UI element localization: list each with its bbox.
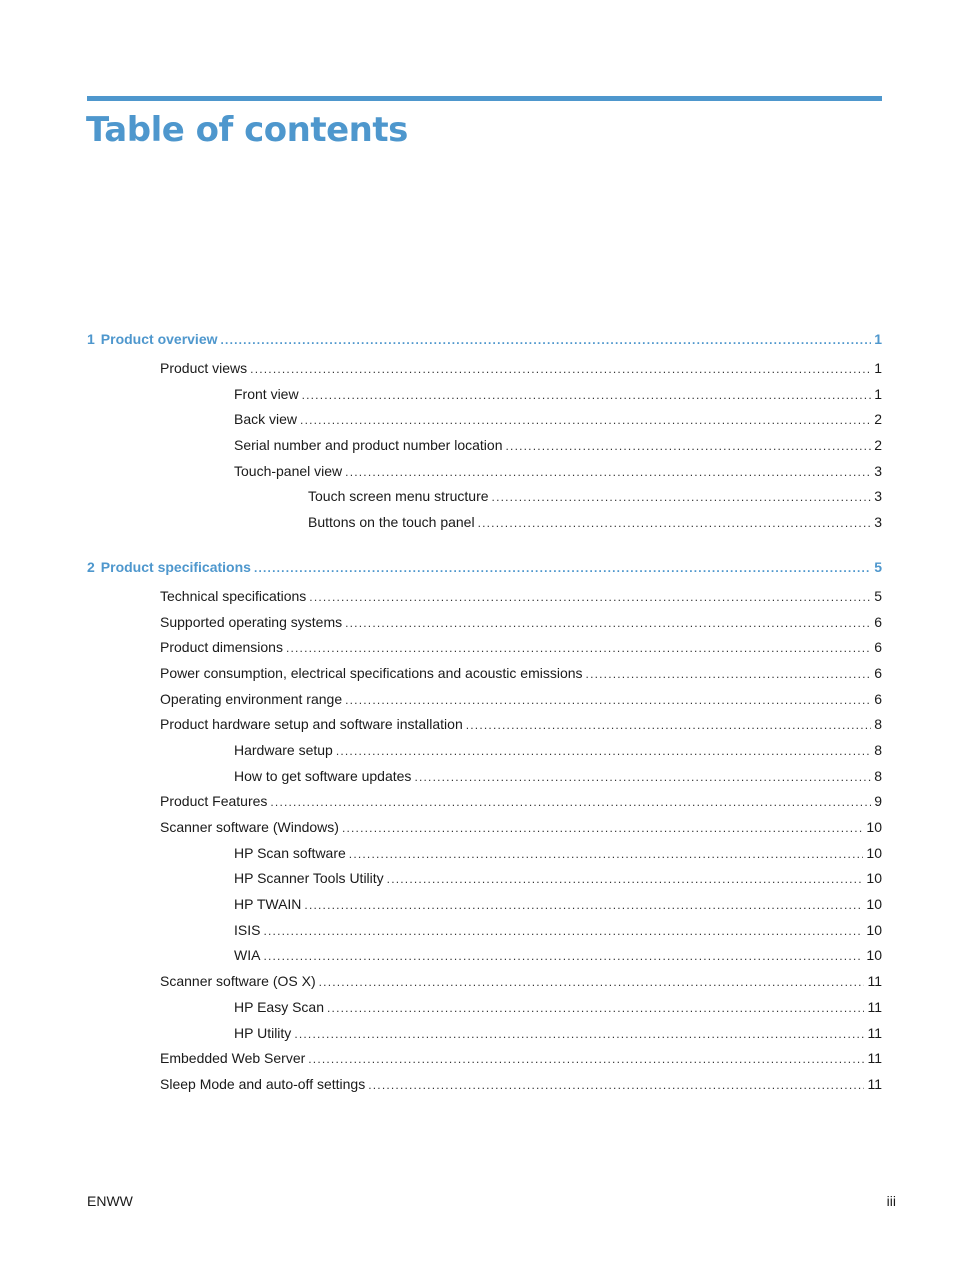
toc-page-number: 1: [874, 360, 882, 376]
toc-leader-dots: [368, 1073, 864, 1099]
toc-leader-dots: [319, 970, 865, 996]
toc-page-number: 8: [874, 741, 882, 758]
toc-leader-dots: [478, 511, 872, 537]
toc-page-number: 3: [874, 488, 882, 505]
title-rule: [87, 96, 882, 101]
toc-entry-label: Supported operating systems: [160, 613, 343, 630]
toc-entry[interactable]: [87, 1046, 882, 1072]
toc-entry[interactable]: [87, 789, 882, 815]
toc-entry[interactable]: [87, 433, 882, 459]
toc-page-number: 10: [866, 870, 882, 887]
toc-page-number: 11: [867, 1050, 882, 1067]
toc-entry[interactable]: [87, 407, 882, 433]
toc-leader-dots: [349, 842, 864, 868]
toc-entry-label: Scanner software (Windows): [160, 819, 339, 835]
toc-page-number: 10: [866, 921, 882, 938]
toc-leader-dots: [294, 1022, 864, 1048]
toc-leader-dots: [263, 919, 863, 945]
toc-leader-dots: [304, 893, 863, 919]
toc-leader-dots: [345, 688, 871, 714]
toc-entry[interactable]: [87, 687, 882, 713]
toc-page-number: 3: [874, 462, 882, 479]
footer-left: ENWW: [87, 1193, 133, 1209]
toc-page-number: 6: [874, 690, 882, 707]
toc-leader-dots: [466, 713, 871, 739]
toc-page-number: 3: [874, 514, 882, 531]
toc-entry-label: HP Utility: [234, 1024, 292, 1041]
toc-entry[interactable]: [87, 635, 882, 661]
toc-entry-label: Sleep Mode and auto-off settings: [160, 1075, 366, 1092]
toc-leader-dots: [250, 357, 871, 383]
toc-entry-label: Operating environment range: [160, 690, 343, 707]
toc-entry[interactable]: [87, 738, 882, 764]
page-title: Table of contents: [86, 110, 408, 150]
toc-leader-dots: [345, 460, 871, 486]
toc-page-number: 2: [874, 437, 882, 454]
toc-leader-dots: [309, 585, 871, 611]
toc-entry[interactable]: [87, 866, 882, 892]
toc-page-number: 10: [866, 896, 882, 913]
toc-leader-dots: [342, 816, 863, 842]
toc-entry-label: Product Features: [160, 793, 268, 810]
toc-chapter-entry[interactable]: [87, 556, 882, 584]
toc-entry[interactable]: [87, 918, 882, 944]
toc-leader-dots: [506, 434, 872, 460]
toc-entry-label: Hardware setup: [234, 741, 333, 758]
toc-leader-dots: [327, 996, 864, 1022]
toc-page-number: 1: [874, 385, 882, 402]
toc-entry-label: WIA: [234, 947, 261, 964]
toc-entry-label: HP Scan software: [234, 844, 346, 861]
toc-entry[interactable]: [87, 943, 882, 969]
toc-leader-dots: [221, 329, 872, 351]
toc-page-number: 8: [874, 767, 882, 784]
toc-entry-label: HP Easy Scan: [234, 998, 325, 1015]
toc-entry[interactable]: [87, 610, 882, 636]
toc-page-number: 11: [867, 1024, 882, 1041]
toc-entry[interactable]: [87, 1072, 882, 1098]
toc-chapter-title: Product specifications: [100, 558, 251, 575]
toc-chapter-number: 2: [87, 558, 95, 575]
toc-leader-dots: [302, 383, 872, 409]
toc-entry[interactable]: [87, 815, 882, 841]
toc-leader-dots: [586, 662, 872, 688]
toc-leader-dots: [300, 408, 871, 434]
toc-leader-dots: [387, 867, 864, 893]
toc-leader-dots: [336, 739, 871, 765]
toc-leader-dots: [263, 944, 863, 970]
toc-entry[interactable]: [87, 510, 882, 536]
toc-entry[interactable]: [87, 764, 882, 790]
toc-entry-label: Buttons on the touch panel: [308, 514, 475, 531]
toc-page-number: 6: [874, 613, 882, 630]
toc-entry[interactable]: [87, 1021, 882, 1047]
toc-chapter-label: [87, 556, 251, 578]
toc-leader-dots: [308, 1047, 864, 1073]
toc-entry-label: Scanner software (OS X): [160, 973, 316, 990]
toc-entry-label: Embedded Web Server: [160, 1050, 306, 1067]
toc-entry[interactable]: [87, 484, 882, 510]
toc-entry[interactable]: [87, 892, 882, 918]
toc-entry-label: Front view: [234, 385, 299, 402]
toc-leader-dots: [345, 611, 871, 637]
toc-entry[interactable]: [87, 356, 882, 382]
toc-entry-label: HP Scanner Tools Utility: [234, 870, 384, 887]
table-of-contents: [87, 328, 882, 1098]
toc-entry-label: Power consumption, electrical specifications and acoustic emissions: [160, 664, 583, 681]
toc-leader-dots: [254, 557, 871, 579]
toc-chapter-label: [87, 328, 218, 350]
toc-page-number: 11: [867, 1075, 882, 1092]
toc-page-number: 5: [874, 558, 882, 575]
toc-page-number: 11: [867, 973, 882, 990]
toc-page-number: 11: [867, 998, 882, 1015]
toc-leader-dots: [414, 765, 871, 791]
toc-page-number: 10: [866, 819, 882, 835]
toc-page-number: 6: [874, 664, 882, 681]
toc-leader-dots: [286, 636, 871, 662]
toc-entry-label: Back view: [234, 411, 298, 428]
toc-chapter-title: Product overview: [100, 331, 218, 347]
toc-entry-label: How to get software updates: [234, 767, 412, 784]
toc-page-number: 10: [866, 844, 882, 861]
toc-entry[interactable]: [87, 995, 882, 1021]
toc-page-number: 9: [874, 793, 882, 810]
toc-entry-label: Serial number and product number location: [234, 437, 503, 454]
toc-entry-label: Touch-panel view: [234, 462, 343, 479]
toc-entry-label: HP TWAIN: [234, 896, 302, 913]
toc-page-number: 5: [874, 587, 882, 604]
toc-entry-label: ISIS: [234, 921, 261, 938]
toc-entry[interactable]: [87, 382, 882, 408]
toc-entry-label: Product views: [160, 360, 248, 376]
toc-entry[interactable]: [87, 969, 882, 995]
toc-page-number: 2: [874, 411, 882, 428]
toc-entry-label: Touch screen menu structure: [308, 488, 489, 505]
toc-entry[interactable]: [87, 661, 882, 687]
toc-leader-dots: [492, 485, 872, 511]
toc-page-number: 10: [866, 947, 882, 964]
toc-chapter-number: 1: [87, 331, 95, 347]
toc-entry-label: Technical specifications: [160, 587, 307, 604]
footer-page-number: iii: [886, 1193, 896, 1209]
toc-entry-label: Product dimensions: [160, 639, 283, 656]
toc-leader-dots: [270, 790, 871, 816]
toc-page-number: 1: [874, 331, 882, 347]
toc-chapter-entry[interactable]: [87, 328, 882, 356]
toc-page-number: 6: [874, 639, 882, 656]
toc-page-number: 8: [874, 716, 882, 733]
toc-entry[interactable]: [87, 584, 882, 610]
toc-entry[interactable]: [87, 841, 882, 867]
toc-entry[interactable]: [87, 712, 882, 738]
toc-entry-label: Product hardware setup and software installation: [160, 716, 463, 733]
toc-entry[interactable]: [87, 459, 882, 485]
chapter-gap: [87, 536, 882, 556]
